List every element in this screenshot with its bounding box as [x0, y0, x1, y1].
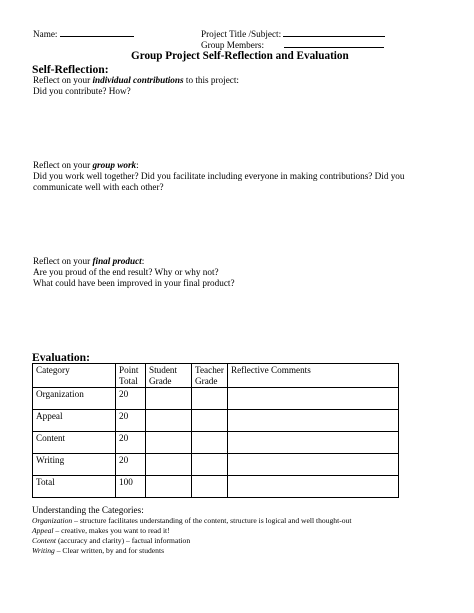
page-title: Group Project Self-Reflection and Evaluation	[131, 50, 349, 62]
legend-heading: Understanding the Categories:	[32, 505, 144, 515]
evaluation-heading: Evaluation:	[32, 351, 90, 364]
comments-cell[interactable]	[227, 432, 398, 454]
points-cell: 100	[116, 476, 146, 498]
evaluation-table	[32, 363, 399, 498]
name-blank[interactable]	[60, 28, 134, 37]
teacher-grade-cell[interactable]	[192, 388, 228, 410]
category-cell: Content	[33, 432, 116, 454]
reflection-group-prompt: Reflect on your group work:	[33, 160, 139, 170]
table-header-row	[33, 364, 399, 388]
emphasis-individual-contributions: individual contributions	[92, 75, 184, 85]
category-cell: Organization	[33, 388, 116, 410]
legend-item-appeal: Appeal – creative, makes you want to read it!	[32, 526, 170, 535]
teacher-grade-cell[interactable]	[192, 476, 228, 498]
points-cell: 20	[116, 388, 146, 410]
group-members-label: Group Members:	[201, 40, 265, 50]
reflection-group-question-2: communicate well with each other?	[33, 182, 164, 192]
student-grade-cell[interactable]	[146, 388, 192, 410]
reflection-product-question-1: Are you proud of the end result? Why or why not?	[33, 267, 219, 277]
table-row	[33, 476, 399, 498]
legend-item-writing: Writing – Clear written, by and for students	[32, 546, 165, 555]
column-header-category: Category	[33, 364, 116, 388]
emphasis-final-product: final product	[92, 256, 142, 266]
emphasis-group-work: group work	[92, 160, 137, 170]
comments-cell[interactable]	[227, 410, 398, 432]
column-header-teacher-grade: Teacher Grade	[192, 364, 228, 388]
table-row	[33, 388, 399, 410]
points-cell: 20	[116, 454, 146, 476]
points-cell: 20	[116, 432, 146, 454]
name-field[interactable]	[33, 28, 134, 40]
table-row	[33, 410, 399, 432]
self-reflection-heading: Self-Reflection:	[32, 63, 109, 76]
comments-cell[interactable]	[227, 454, 398, 476]
legend-item-content: Content (accuracy and clarity) – factual information	[32, 536, 191, 545]
reflection-product-prompt: Reflect on your final product:	[33, 256, 145, 266]
group-members-blank[interactable]	[284, 39, 384, 48]
comments-cell[interactable]	[227, 388, 398, 410]
reflection-group-question-1: Did you work well together? Did you facilitate including everyone in making contributions? Did you	[33, 171, 405, 181]
reflection-product-question-2: What could have been improved in your final product?	[33, 278, 235, 288]
reflection-individual-prompt: Reflect on your individual contributions to this project:	[33, 75, 239, 85]
teacher-grade-cell[interactable]	[192, 432, 228, 454]
category-cell: Writing	[33, 454, 116, 476]
comments-cell[interactable]	[227, 476, 398, 498]
legend-item-organization: Organization – structure facilitates understanding of the content, structure is logical and well thought-out	[32, 516, 352, 525]
teacher-grade-cell[interactable]	[192, 454, 228, 476]
points-cell: 20	[116, 410, 146, 432]
category-cell: Appeal	[33, 410, 116, 432]
student-grade-cell[interactable]	[146, 454, 192, 476]
name-label: Name:	[33, 29, 58, 39]
reflection-individual-question: Did you contribute? How?	[33, 86, 131, 96]
project-title-label: Project Title /Subject:	[201, 29, 282, 39]
teacher-grade-cell[interactable]	[192, 410, 228, 432]
table-row	[33, 454, 399, 476]
project-title-blank[interactable]	[283, 28, 385, 37]
student-grade-cell[interactable]	[146, 410, 192, 432]
column-header-student-grade: Student Grade	[146, 364, 192, 388]
column-header-point-total: Point Total	[116, 364, 146, 388]
category-cell: Total	[33, 476, 116, 498]
student-grade-cell[interactable]	[146, 476, 192, 498]
table-row	[33, 432, 399, 454]
column-header-reflective-comments: Reflective Comments	[227, 364, 398, 388]
student-grade-cell[interactable]	[146, 432, 192, 454]
